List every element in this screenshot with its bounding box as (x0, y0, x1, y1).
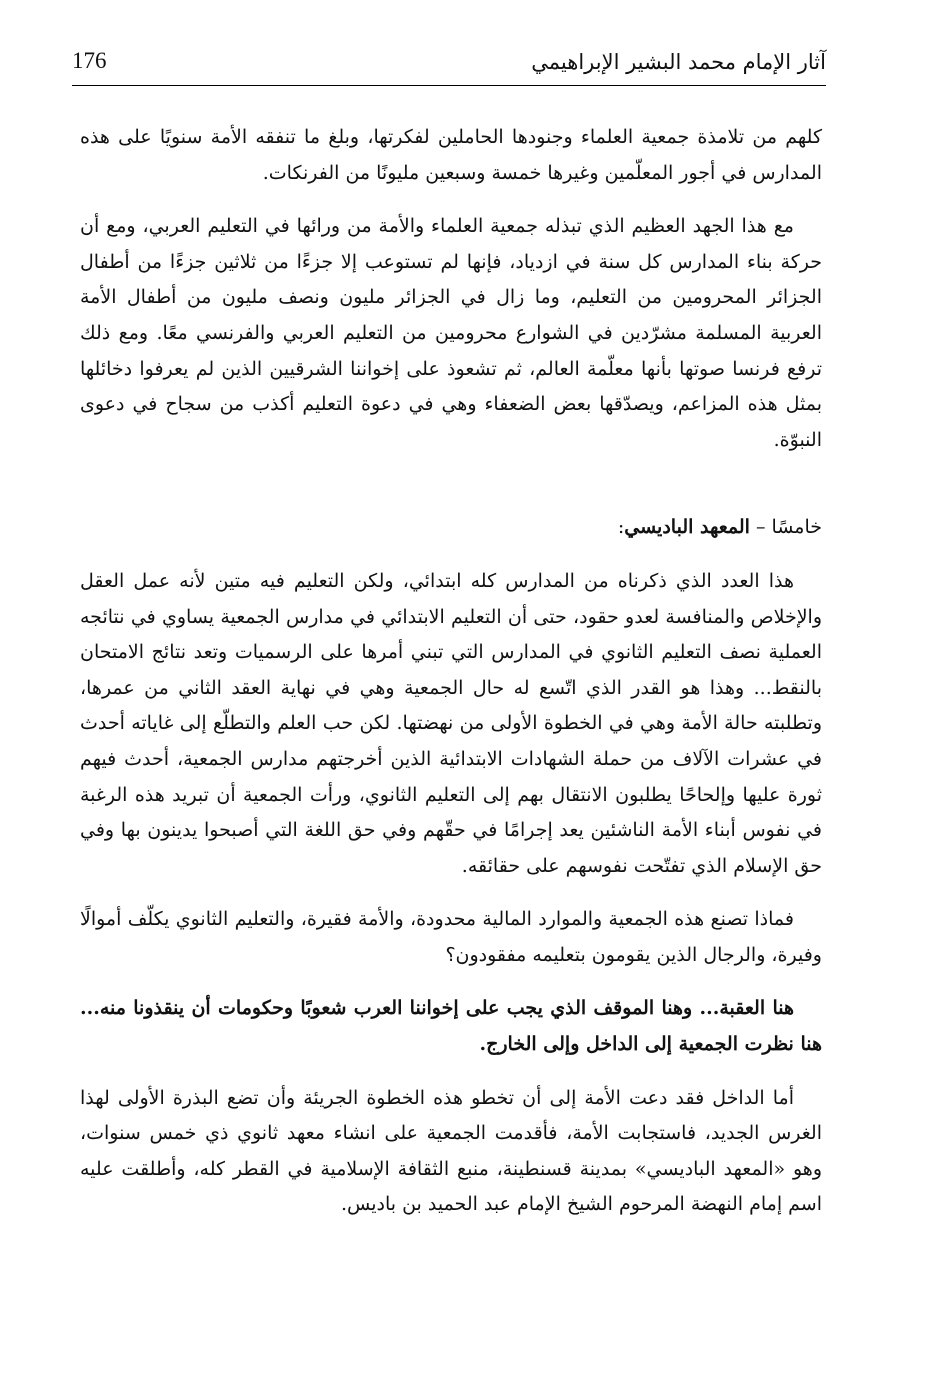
paragraph-1: كلهم من تلامذة جمعية العلماء وجنودها الحاملين لفكرتها، وبلغ ما تنفقه الأمة سنويًا على هذه المدارس في أجور المعلّمين وغيرها خمسة وسبعين مليونًا من الفرنكات. (80, 126, 822, 184)
running-title: آثار الإمام محمد البشير الإبراهيمي (531, 50, 826, 74)
paragraph-5-bold: هنا العقبة... وهنا الموقف الذي يجب على إخواننا العرب شعوبًا وحكومات أن ينقذونا منه... هنا نظرت الجمعية إلى الداخل وإلى الخارج. (80, 997, 822, 1056)
page-body (80, 120, 822, 1223)
section-prefix: خامسًا – (749, 516, 822, 539)
section-colon: : (617, 516, 625, 539)
paragraph-2: مع هذا الجهد العظيم الذي تبذله جمعية العلماء والأمة من ورائها في التعليم العربي، ومع أن حركة بناء المدارس كل سنة في ازدياد، فإنها لم تستوعب إلا جزءًا من ثلاثين جزءًا من أطفال الجزائر المحرومين من التعليم، وما زال في الجزائر مليون ونصف مليون من أطفال الأمة العربية المسلمة مشرّدين في الشوارع محرومين من التعليم العربي والفرنسي معًا. ومع ذلك ترفع فرنسا صوتها بأنها معلّمة العالم، ثم تشعوذ على إخواننا الشرقيين الذين لم يعرفوا دخائلها بمثل هذه المزاعم، ويصدّقها بعض الضعفاء وهي في دعوة التعليم أكذب من سجاح في دعوى النبوّة. (80, 215, 822, 451)
page-header (72, 46, 826, 86)
section-title: المعهد الباديسي (624, 516, 750, 539)
header-divider (72, 85, 826, 86)
page-number: 176 (72, 48, 107, 73)
section-heading (80, 510, 822, 546)
paragraph-6: أما الداخل فقد دعت الأمة إلى أن تخطو هذه الخطوة الجريئة وأن تضع البذرة الأولى لهذا الغرس الجديد، فاستجابت الأمة، فأقدمت الجمعية على انشاء معهد ثانوي ذي خمس سنوات، وهو «المعهد الباديسي» بمدينة قسنطينة، منبع الثقافة الإسلامية في القطر كله، وأطلقت عليه اسم إمام النهضة المرحوم الشيخ الإمام عبد الحميد بن باديس. (80, 1086, 822, 1216)
paragraph-4: فماذا تصنع هذه الجمعية والموارد المالية محدودة، والأمة فقيرة، والتعليم الثانوي يكلّف أموالًا وفيرة، والرجال الذين يقومون بتعليمه مفقودون؟ (80, 908, 822, 966)
paragraph-3: هذا العدد الذي ذكرناه من المدارس كله ابتدائي، ولكن التعليم فيه متين لأنه عمل العقل والإخلاص والمنافسة لعدو حقود، حتى أن التعليم الابتدائي في مدارس الجمعية يساوي في نتائجه العملية نصف التعليم الثانوي في المدارس التي تبني أمرها على الرسميات وتعد نتائج الامتحان بالنقط... وهذا هو القدر الذي اتّسع له حال الجمعية وهي في نهاية العقد الثاني من عمرها، وتطلبته حالة الأمة وهي في الخطوة الأولى من نهضتها. لكن حب العلم والتطلّع إلى غاياته أحدث في عشرات الآلاف من حملة الشهادات الابتدائية الذين أخرجتهم مدارس الجمعية، أحدث فيهم ثورة عليها وإلحاحًا يطلبون الانتقال بهم إلى التعليم الثانوي، ورأت الجمعية أن تبريد هذه الرغبة في نفوس أبناء الأمة الناشئين يعد إجرامًا في حقّهم وفي حق اللغة التي أصبحوا يدينون بها وفي حق الإسلام الذي تفتّحت نفوسهم على حقائقه. (80, 569, 822, 877)
